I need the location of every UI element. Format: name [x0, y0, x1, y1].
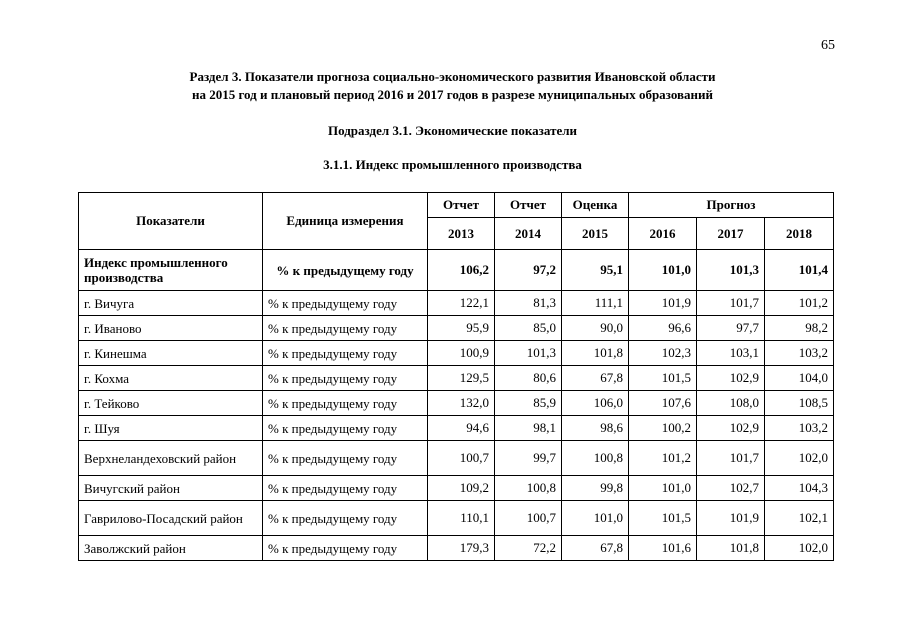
- cell-value: 85,0: [495, 316, 562, 341]
- cell-value: 102,7: [697, 476, 765, 501]
- cell-value: 97,7: [697, 316, 765, 341]
- cell-value: 96,6: [629, 316, 697, 341]
- cell-value: 106,2: [428, 250, 495, 291]
- row-name: Индекс промышленного производства: [79, 250, 263, 291]
- table-row: [79, 536, 834, 561]
- cell-value: 101,9: [697, 501, 765, 536]
- cell-value: 104,3: [765, 476, 834, 501]
- cell-value: 103,1: [697, 341, 765, 366]
- cell-value: 81,3: [495, 291, 562, 316]
- table-row: [79, 416, 834, 441]
- cell-value: 102,0: [765, 536, 834, 561]
- table-row: [79, 366, 834, 391]
- cell-value: 102,3: [629, 341, 697, 366]
- cell-value: 101,2: [629, 441, 697, 476]
- cell-value: 95,9: [428, 316, 495, 341]
- row-name: г. Кохма: [79, 366, 263, 391]
- page-number: 65: [821, 38, 835, 53]
- industrial-index-table: [78, 192, 834, 561]
- cell-value: 98,6: [562, 416, 629, 441]
- row-unit: % к предыдущему году: [263, 536, 428, 561]
- subsection-title: Подраздел 3.1. Экономические показатели: [327, 123, 578, 138]
- table-row: [79, 291, 834, 316]
- table-row: [79, 391, 834, 416]
- row-name: г. Иваново: [79, 316, 263, 341]
- table-title: 3.1.1. Индекс промышленного производства: [323, 157, 582, 172]
- cell-value: 100,8: [562, 441, 629, 476]
- cell-value: 94,6: [428, 416, 495, 441]
- header-report-2014: Отчет: [495, 193, 562, 218]
- table-row: [79, 476, 834, 501]
- section-title: [0, 68, 905, 104]
- cell-value: 122,1: [428, 291, 495, 316]
- row-name: г. Вичуга: [79, 291, 263, 316]
- table-row: [79, 441, 834, 476]
- row-unit: % к предыдущему году: [263, 341, 428, 366]
- cell-value: 101,3: [697, 250, 765, 291]
- header-year: 2017: [697, 218, 765, 250]
- row-unit: % к предыдущему году: [263, 416, 428, 441]
- section-title-line-2: на 2015 год и плановый период 2016 и 2017 годов в разрезе муниципальных образований: [191, 87, 713, 102]
- cell-value: 108,5: [765, 391, 834, 416]
- header-unit: Единица измерения: [263, 193, 428, 250]
- cell-value: 101,8: [697, 536, 765, 561]
- cell-value: 101,4: [765, 250, 834, 291]
- cell-value: 106,0: [562, 391, 629, 416]
- row-name: г. Кинешма: [79, 341, 263, 366]
- header-year: 2014: [495, 218, 562, 250]
- row-name: Вичугский район: [79, 476, 263, 501]
- cell-value: 101,7: [697, 291, 765, 316]
- section-title-line-1: Раздел 3. Показатели прогноза социально-экономического развития Ивановской области: [189, 69, 716, 84]
- cell-value: 111,1: [562, 291, 629, 316]
- cell-value: 100,2: [629, 416, 697, 441]
- table-row: [79, 316, 834, 341]
- cell-value: 100,9: [428, 341, 495, 366]
- cell-value: 107,6: [629, 391, 697, 416]
- row-unit: % к предыдущему году: [263, 441, 428, 476]
- header-year: 2016: [629, 218, 697, 250]
- cell-value: 132,0: [428, 391, 495, 416]
- cell-value: 101,5: [629, 366, 697, 391]
- cell-value: 103,2: [765, 416, 834, 441]
- cell-value: 98,1: [495, 416, 562, 441]
- row-unit: % к предыдущему году: [263, 476, 428, 501]
- cell-value: 100,8: [495, 476, 562, 501]
- cell-value: 80,6: [495, 366, 562, 391]
- row-unit: % к предыдущему году: [263, 391, 428, 416]
- cell-value: 102,1: [765, 501, 834, 536]
- cell-value: 90,0: [562, 316, 629, 341]
- header-report-2013: Отчет: [428, 193, 495, 218]
- cell-value: 101,7: [697, 441, 765, 476]
- header-estimate: Оценка: [562, 193, 629, 218]
- header-row-1: [79, 193, 834, 218]
- total-row: [79, 250, 834, 291]
- row-name: г. Тейково: [79, 391, 263, 416]
- cell-value: 102,9: [697, 416, 765, 441]
- cell-value: 102,0: [765, 441, 834, 476]
- cell-value: 67,8: [562, 536, 629, 561]
- cell-value: 103,2: [765, 341, 834, 366]
- cell-value: 179,3: [428, 536, 495, 561]
- row-unit: % к предыдущему году: [263, 501, 428, 536]
- cell-value: 97,2: [495, 250, 562, 291]
- cell-value: 67,8: [562, 366, 629, 391]
- row-unit: % к предыдущему году: [263, 316, 428, 341]
- cell-value: 101,3: [495, 341, 562, 366]
- header-year: 2015: [562, 218, 629, 250]
- cell-value: 101,6: [629, 536, 697, 561]
- cell-value: 100,7: [495, 501, 562, 536]
- cell-value: 102,9: [697, 366, 765, 391]
- cell-value: 104,0: [765, 366, 834, 391]
- cell-value: 100,7: [428, 441, 495, 476]
- cell-value: 98,2: [765, 316, 834, 341]
- cell-value: 129,5: [428, 366, 495, 391]
- row-unit: % к предыдущему году: [263, 366, 428, 391]
- header-year: 2018: [765, 218, 834, 250]
- row-name: Заволжский район: [79, 536, 263, 561]
- row-name: Гаврилово-Посадский район: [79, 501, 263, 536]
- header-forecast: Прогноз: [629, 193, 834, 218]
- cell-value: 85,9: [495, 391, 562, 416]
- row-unit: % к предыдущему году: [263, 291, 428, 316]
- cell-value: 101,8: [562, 341, 629, 366]
- row-name: Верхнеландеховский район: [79, 441, 263, 476]
- cell-value: 101,9: [629, 291, 697, 316]
- cell-value: 99,8: [562, 476, 629, 501]
- cell-value: 95,1: [562, 250, 629, 291]
- cell-value: 72,2: [495, 536, 562, 561]
- cell-value: 101,0: [562, 501, 629, 536]
- cell-value: 101,0: [629, 476, 697, 501]
- cell-value: 110,1: [428, 501, 495, 536]
- cell-value: 99,7: [495, 441, 562, 476]
- header-year: 2013: [428, 218, 495, 250]
- row-name: г. Шуя: [79, 416, 263, 441]
- row-unit: % к предыдущему году: [263, 250, 428, 291]
- cell-value: 101,0: [629, 250, 697, 291]
- table-row: [79, 501, 834, 536]
- header-indicator: Показатели: [79, 193, 263, 250]
- table-row: [79, 341, 834, 366]
- cell-value: 108,0: [697, 391, 765, 416]
- cell-value: 101,2: [765, 291, 834, 316]
- cell-value: 109,2: [428, 476, 495, 501]
- cell-value: 101,5: [629, 501, 697, 536]
